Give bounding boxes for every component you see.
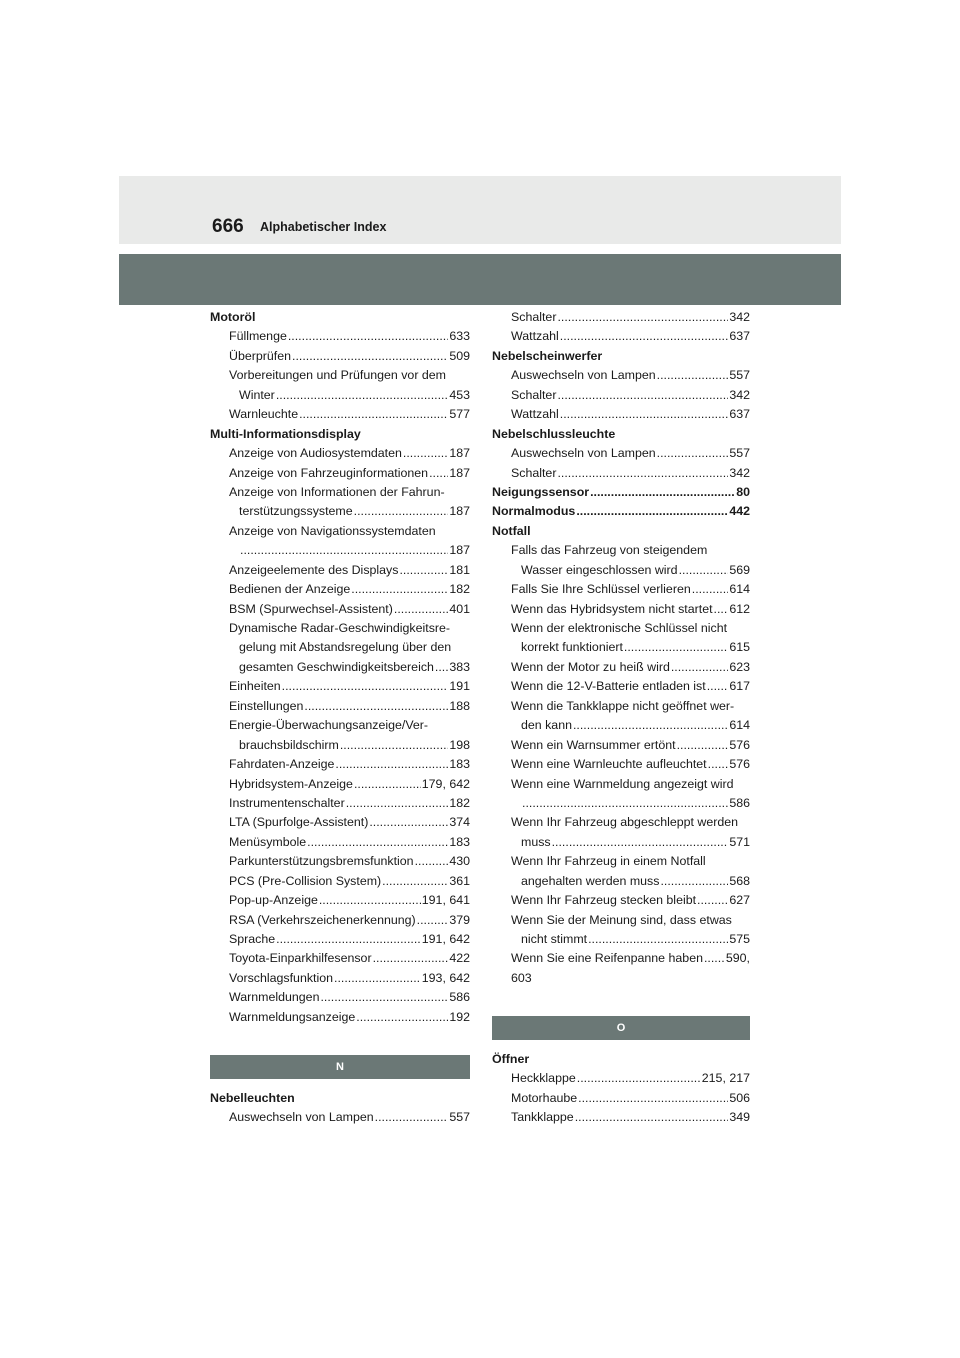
entry-text: Wenn der Motor zu heiß wird	[511, 659, 670, 674]
entry-page: 188	[449, 698, 470, 713]
entry-page: 183	[449, 834, 470, 849]
entry-text: Winter	[239, 387, 275, 402]
dot-leader	[679, 561, 729, 575]
dot-leader	[351, 580, 448, 594]
entry-text: Wenn Sie der Meinung sind, dass etwas	[511, 912, 732, 927]
entry-page: 198	[449, 737, 470, 752]
entry-page: 576	[729, 757, 750, 772]
index-entry	[492, 911, 750, 930]
dot-leader	[557, 386, 728, 400]
entry-text: Füllmenge	[229, 329, 287, 344]
entry-page: 192	[449, 1009, 470, 1024]
entry-page: 575	[729, 932, 750, 946]
dot-leader	[356, 1008, 448, 1022]
dot-leader	[335, 755, 448, 769]
index-heading: Nebelscheinwerfer	[492, 348, 603, 363]
dot-leader	[340, 736, 448, 750]
index-entry	[210, 522, 470, 541]
entry-page: 215, 217	[701, 1071, 750, 1086]
entry-text: Einheiten	[229, 679, 281, 694]
entry-text: Instrumentenschalter	[229, 795, 345, 810]
entry-text: Normalmodus	[492, 504, 576, 519]
dot-leader	[399, 561, 448, 575]
entry-text: Wenn Sie eine Reifenpanne haben	[511, 951, 703, 966]
entry-page: 557	[729, 368, 750, 383]
entry-page: 612	[729, 601, 750, 616]
dot-leader	[375, 1108, 449, 1122]
entry-text: Anzeige von Informationen der Fahrun-	[229, 484, 445, 499]
section-letter-bar: O	[492, 1016, 750, 1040]
dot-leader	[560, 405, 729, 419]
entry-text: Vorbereitungen und Prüfungen vor dem	[229, 368, 446, 383]
index-entry	[210, 697, 470, 716]
index-entry	[210, 1008, 470, 1027]
entry-page: 577	[449, 407, 470, 422]
entry-text: terstützungssysteme	[239, 504, 353, 519]
index-entry	[210, 638, 470, 657]
index-entry	[492, 444, 750, 463]
entry-text: Hybridsystem-Anzeige	[229, 776, 353, 791]
index-entry	[210, 930, 470, 949]
dot-leader	[334, 969, 421, 983]
page-number: 666	[212, 216, 244, 237]
index-entry	[492, 600, 750, 619]
dot-leader	[394, 600, 448, 614]
entry-page: 383	[449, 659, 470, 674]
entry-text: Falls das Fahrzeug von steigendem	[511, 543, 708, 558]
index-entry	[492, 386, 750, 405]
dot-leader	[577, 1069, 701, 1083]
entry-text: Auswechseln von Lampen	[511, 446, 656, 461]
index-entry	[210, 327, 470, 346]
entry-page: 442	[729, 504, 750, 519]
entry-text: Wenn Ihr Fahrzeug in einem Notfall	[511, 854, 706, 869]
dot-leader	[354, 502, 449, 516]
index-entry	[210, 502, 470, 521]
entry-page: 342	[729, 387, 750, 402]
entry-text: gesamten Geschwindigkeitsbereich	[239, 659, 434, 674]
entry-page: 453	[449, 387, 470, 402]
entry-page: 614	[729, 718, 750, 733]
index-group	[492, 1069, 750, 1127]
index-entry	[210, 658, 470, 677]
index-entry	[492, 949, 750, 968]
index-group	[210, 327, 470, 424]
index-entry	[492, 813, 750, 832]
index-entry	[492, 716, 750, 735]
entry-page: 509	[449, 348, 470, 363]
index-heading: Multi-Informationsdisplay	[210, 426, 361, 441]
index-column-right	[492, 308, 750, 1128]
index-entry	[492, 775, 750, 794]
entry-page: 557	[449, 1110, 470, 1125]
entry-text: PCS (Pre-Collision System)	[229, 873, 382, 888]
index-entry-bold	[492, 483, 750, 502]
index-entry	[492, 852, 750, 871]
index-entry	[492, 969, 750, 988]
entry-text: Schalter	[511, 387, 557, 402]
entry-page: 568	[729, 873, 750, 888]
entry-text: Wasser eingeschlossen wird	[521, 562, 678, 577]
index-entry	[210, 736, 470, 755]
entry-text: Warnmeldungen	[229, 990, 320, 1005]
dot-leader	[575, 1108, 729, 1122]
index-entry	[210, 891, 470, 910]
index-group	[492, 541, 750, 988]
index-entry	[492, 619, 750, 638]
index-entry	[210, 775, 470, 794]
entry-page: 401	[449, 601, 470, 616]
dot-leader	[435, 658, 448, 672]
dot-leader	[429, 464, 448, 478]
entry-page: 187	[449, 465, 470, 480]
dot-leader	[354, 775, 421, 789]
index-entry	[210, 444, 470, 463]
entry-page: 349	[729, 1110, 750, 1125]
index-heading: Motoröl	[210, 310, 256, 324]
entry-text: korrekt funktioniert	[521, 640, 623, 655]
entry-text: muss	[521, 834, 551, 849]
index-entry	[210, 386, 470, 405]
index-entry	[210, 561, 470, 580]
entry-page: 342	[729, 465, 750, 480]
entry-page: 586	[729, 795, 750, 810]
entry-page: 557	[729, 446, 750, 461]
index-entry	[492, 794, 750, 813]
entry-page: 627	[729, 893, 750, 908]
index-entry	[492, 736, 750, 755]
entry-page: 430	[449, 854, 470, 869]
entry-text: 603	[511, 970, 532, 985]
entry-page: 422	[449, 951, 470, 966]
index-heading: Notfall	[492, 523, 531, 538]
entry-page: 586	[449, 990, 470, 1005]
dot-leader	[708, 755, 729, 769]
dot-leader	[657, 366, 729, 380]
page-title: Alphabetischer Index	[260, 220, 387, 234]
entry-text: Menüsymbole	[229, 834, 307, 849]
entry-page: 374	[449, 815, 470, 830]
dot-leader	[276, 930, 421, 944]
index-entry	[492, 561, 750, 580]
dot-leader	[714, 600, 729, 614]
section-letter-bar: N	[210, 1055, 470, 1079]
index-entry	[492, 327, 750, 346]
entry-text: Sprache	[229, 932, 276, 946]
dot-leader	[292, 347, 448, 361]
dot-leader	[697, 891, 728, 905]
entry-page: 179, 642	[421, 776, 470, 791]
dot-leader	[660, 872, 728, 886]
dot-leader	[552, 833, 729, 847]
dot-leader	[557, 308, 728, 322]
entry-text: Bedienen der Anzeige	[229, 582, 351, 597]
entry-text: Schalter	[511, 310, 557, 324]
entry-text: Überprüfen	[229, 348, 291, 363]
entry-text: Wenn eine Warnmeldung angezeigt wird	[511, 776, 734, 791]
index-entry	[210, 755, 470, 774]
index-entry	[210, 813, 470, 832]
index-entry	[492, 366, 750, 385]
dot-leader	[403, 444, 448, 458]
dot-leader	[560, 327, 729, 341]
entry-text: Einstellungen	[229, 698, 304, 713]
entry-text: Anzeige von Navigationssystemdaten	[229, 523, 436, 538]
entry-text: Wenn eine Warnleuchte aufleuchtet	[511, 757, 707, 772]
entry-page: 571	[729, 834, 750, 849]
index-entry	[210, 405, 470, 424]
index-entry	[492, 638, 750, 657]
entry-text: Wenn die Tankklappe nicht geöffnet wer-	[511, 698, 735, 713]
dot-leader	[373, 949, 449, 963]
entry-page: 191, 642	[421, 932, 470, 946]
entry-text: RSA (Verkehrszeichenerkennung)	[229, 912, 416, 927]
index-entry	[210, 911, 470, 930]
dot-leader	[240, 541, 448, 555]
dot-leader	[320, 988, 448, 1002]
index-entry	[492, 1108, 750, 1127]
entry-text: Wenn das Hybridsystem nicht startet	[511, 601, 713, 616]
dot-leader	[707, 677, 729, 691]
index-entry	[210, 852, 470, 871]
entry-page: 633	[449, 329, 470, 344]
index-entry	[492, 1089, 750, 1108]
entry-page: 181	[449, 562, 470, 577]
entry-page: 576	[729, 737, 750, 752]
entry-text: Wattzahl	[511, 407, 559, 422]
entry-page: 637	[729, 329, 750, 344]
index-entry	[492, 872, 750, 891]
index-entry	[492, 464, 750, 483]
index-entry	[492, 308, 750, 327]
index-entry	[492, 930, 750, 949]
index-entry	[210, 988, 470, 1007]
entry-page: 623	[729, 659, 750, 674]
index-entry	[492, 677, 750, 696]
index-entry	[210, 600, 470, 619]
entry-text: Wenn Ihr Fahrzeug abgeschleppt werden	[511, 815, 739, 830]
entry-text: BSM (Spurwechsel-Assistent)	[229, 601, 393, 616]
dot-leader	[415, 852, 449, 866]
entry-page: 183	[449, 757, 470, 772]
entry-text: Pop-up-Anzeige	[229, 893, 318, 908]
entry-text: Dynamische Radar-Geschwindigkeitsre-	[229, 621, 451, 635]
entry-page: 191, 641	[421, 893, 470, 908]
index-entry	[210, 580, 470, 599]
entry-page: 569	[729, 562, 750, 577]
entry-text: LTA (Spurfolge-Assistent)	[229, 815, 369, 830]
header-bar	[119, 254, 841, 305]
index-entry	[492, 833, 750, 852]
entry-text: Toyota-Einparkhilfesensor	[229, 951, 372, 966]
dot-leader	[276, 386, 449, 400]
entry-text: den kann	[521, 718, 572, 733]
index-group	[492, 366, 750, 424]
dot-leader	[557, 464, 728, 478]
index-column-left	[210, 308, 470, 1128]
index-group	[492, 308, 750, 347]
index-entry	[210, 619, 470, 638]
index-entry	[210, 1108, 470, 1127]
index-entry-bold	[492, 502, 750, 521]
entry-text: Auswechseln von Lampen	[511, 368, 656, 383]
index-entry	[492, 405, 750, 424]
entry-text: Neigungssensor	[492, 484, 590, 499]
entry-page: 615	[729, 640, 750, 655]
dot-leader	[282, 677, 449, 691]
dot-leader	[304, 697, 448, 711]
dot-leader	[704, 949, 725, 963]
entry-text: Heckklappe	[511, 1071, 576, 1086]
entry-text: gelung mit Abstandsregelung über den	[239, 640, 452, 655]
index-entry	[210, 347, 470, 366]
entry-text: Vorschlagsfunktion	[229, 970, 334, 985]
entry-text: Anzeigeelemente des Displays	[229, 562, 399, 577]
index-group	[210, 1108, 470, 1127]
dot-leader	[288, 327, 448, 341]
dot-leader	[692, 580, 729, 594]
entry-text: Wattzahl	[511, 329, 559, 344]
dot-leader	[369, 813, 448, 827]
entry-page: 191	[449, 679, 470, 694]
index-entry	[210, 464, 470, 483]
index-entry	[492, 541, 750, 560]
entry-page: 193, 642	[421, 970, 470, 985]
entry-page: 614	[729, 582, 750, 597]
entry-text: Wenn der elektronische Schlüssel nicht	[511, 621, 728, 635]
entry-page: 590,	[725, 951, 750, 966]
index-heading: Nebelleuchten	[210, 1090, 295, 1105]
entry-text: Parkunterstützungsbremsfunktion	[229, 854, 414, 869]
dot-leader	[657, 444, 729, 458]
entry-page: 506	[729, 1090, 750, 1105]
entry-page: 342	[729, 310, 750, 324]
index-entry	[492, 891, 750, 910]
entry-text: Tankklappe	[511, 1110, 574, 1125]
entry-page: 379	[449, 912, 470, 927]
index-heading: Nebelschlussleuchte	[492, 426, 616, 441]
entry-text: angehalten werden muss	[521, 873, 660, 888]
entry-text: Warnleuchte	[229, 407, 299, 422]
entry-page: 617	[729, 679, 750, 694]
dot-leader	[671, 658, 728, 672]
index-entry	[210, 833, 470, 852]
index-entry	[210, 716, 470, 735]
dot-leader	[307, 833, 448, 847]
entry-page: 182	[449, 795, 470, 810]
entry-text: Anzeige von Fahrzeuginformationen	[229, 465, 429, 480]
entry-text: Wenn ein Warnsummer ertönt	[511, 737, 676, 752]
entry-text: nicht stimmt	[521, 932, 588, 946]
dot-leader	[522, 794, 728, 808]
entry-page: 187	[449, 504, 470, 519]
index-entry	[210, 949, 470, 968]
entry-text: Fahrdaten-Anzeige	[229, 757, 335, 772]
entry-text: Energie-Überwachungsanzeige/Ver-	[229, 718, 429, 733]
entry-page: 80	[736, 484, 750, 499]
entry-text: Schalter	[511, 465, 557, 480]
index-group	[210, 444, 470, 1027]
dot-leader	[624, 638, 728, 652]
entry-text: Wenn Ihr Fahrzeug stecken bleibt	[511, 893, 697, 908]
dot-leader	[299, 405, 448, 419]
index-entry	[210, 872, 470, 891]
index-entry	[210, 483, 470, 502]
index-heading: Öffner	[492, 1051, 530, 1066]
index-entry	[210, 794, 470, 813]
index-group	[492, 444, 750, 483]
entry-text: Falls Sie Ihre Schlüssel verlieren	[511, 582, 691, 597]
index-entry	[210, 969, 470, 988]
dot-leader	[346, 794, 449, 808]
index-entry	[210, 366, 470, 385]
dot-leader	[573, 716, 728, 730]
entry-text: Auswechseln von Lampen	[229, 1110, 374, 1125]
entry-text: Wenn die 12-V-Batterie entladen ist	[511, 679, 706, 694]
entry-text: Motorhaube	[511, 1090, 578, 1105]
dot-leader	[588, 930, 728, 944]
index-entry	[492, 697, 750, 716]
index-entry	[492, 580, 750, 599]
entry-page: 361	[449, 873, 470, 888]
entry-text: Warnmeldungsanzeige	[229, 1009, 356, 1024]
dot-leader	[578, 1089, 728, 1103]
dot-leader	[417, 911, 449, 925]
entry-text: brauchsbildschirm	[239, 737, 339, 752]
entry-page: 187	[449, 446, 470, 461]
entry-page: 187	[449, 543, 470, 558]
dot-leader	[677, 736, 729, 750]
index-entry	[492, 658, 750, 677]
dot-leader	[319, 891, 421, 905]
index-entry	[492, 755, 750, 774]
index-entry	[210, 677, 470, 696]
index-entry	[492, 1069, 750, 1088]
index-entry	[210, 541, 470, 560]
dot-leader	[382, 872, 448, 886]
entry-text: Anzeige von Audiosystemdaten	[229, 446, 402, 461]
entry-page: 182	[449, 582, 470, 597]
entry-page: 637	[729, 407, 750, 422]
